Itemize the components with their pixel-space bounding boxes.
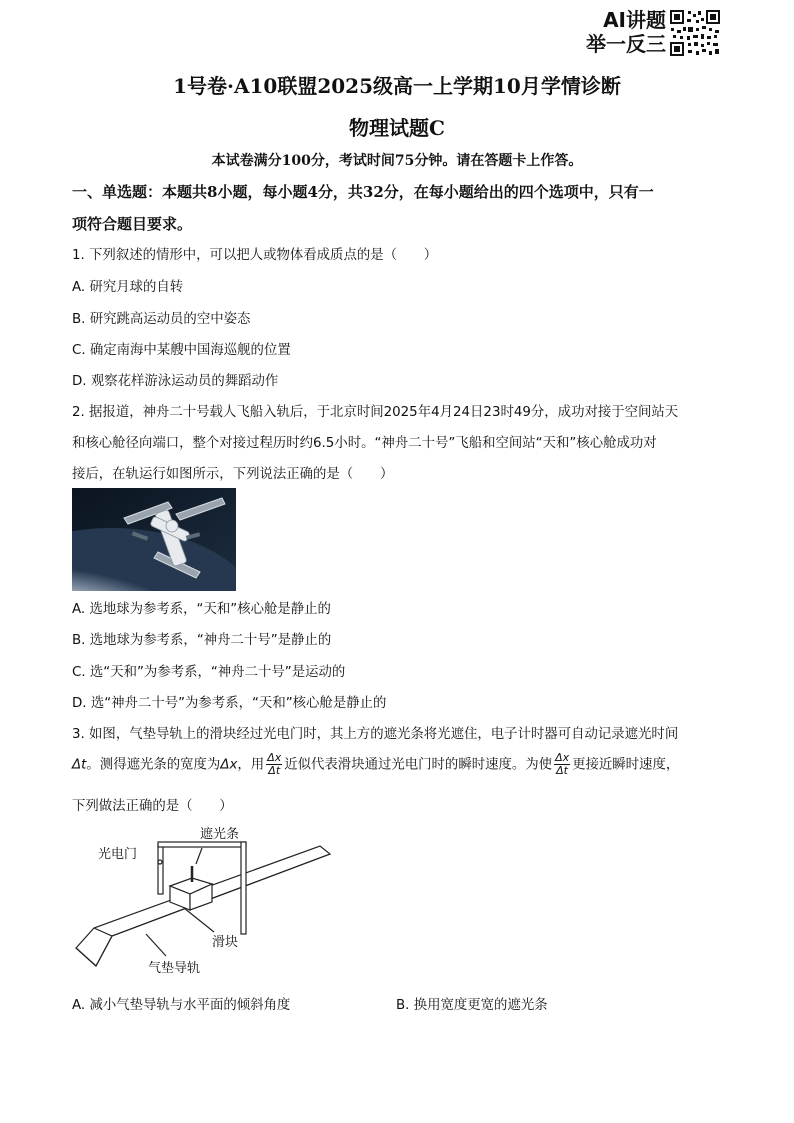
- q3-option-b: B. 换用宽度更宽的遮光条: [396, 998, 548, 1013]
- q3-fraction-2-num: Δx: [555, 751, 570, 764]
- exam-title: 1号卷·A10联盟2025级高一上学期10月学情诊断: [173, 74, 621, 98]
- exam-info: 本试卷满分100分，考试时间75分钟。请在答题卡上作答。: [211, 153, 583, 169]
- q3-fraction-2: [554, 752, 570, 777]
- q2-stem-line2: 和核心舱径向端口，整个对接过程历时约6.5小时。“神舟二十号”飞船和空间站“天和”核心舱成功对: [72, 436, 657, 451]
- q3-fraction-1: [266, 752, 282, 777]
- q3-text-d: ，用: [237, 757, 265, 773]
- diagram-label-track: 气垫导轨: [148, 961, 201, 976]
- section-heading-line1: 一、单选题：本题共8小题，每小题4分，共32分，在每小题给出的四个选项中，只有一: [72, 183, 654, 201]
- badge-line1: AI讲题: [603, 8, 666, 32]
- q3-stem-line2: [72, 752, 679, 777]
- air-track-diagram: [72, 824, 332, 984]
- q3-text-e: 近似代表滑块通过光电门时的瞬时速度。为使: [284, 757, 553, 773]
- q3-fraction-1-den: Δt: [268, 764, 281, 777]
- exam-subject: 物理试题C: [349, 116, 445, 140]
- q2-stem-line3: 接后，在轨运行如图所示，下列说法正确的是（ ）: [72, 467, 394, 482]
- q3-delta-x: Δx: [220, 757, 238, 773]
- q1-stem: 1. 下列叙述的情形中，可以把人或物体看成质点的是（ ）: [72, 248, 438, 263]
- q3-fraction-2-den: Δt: [556, 764, 568, 777]
- q3-stem-line3: 下列做法正确的是（ ）: [72, 799, 233, 814]
- space-station-photo: [72, 488, 236, 591]
- q2-option-c: C. 选“天和”为参考系，“神舟二十号”是运动的: [72, 665, 346, 680]
- q1-option-d: D. 观察花样游泳运动员的舞蹈动作: [72, 374, 279, 389]
- q1-option-c: C. 确定南海中某艘中国海巡舰的位置: [72, 343, 291, 358]
- q2-option-a: A. 选地球为参考系，“天和”核心舱是静止的: [72, 602, 331, 617]
- diagram-label-slider: 滑块: [212, 935, 239, 950]
- q3-text-f: 更接近瞬时速度，: [572, 757, 680, 773]
- badge-line2: 举一反三: [586, 32, 666, 56]
- diagram-label-shutter: 遮光条: [200, 827, 240, 842]
- q3-delta-t: Δt: [72, 757, 87, 773]
- section-heading: [72, 176, 722, 240]
- section-heading-line2: 项符合题目要求。: [72, 215, 193, 233]
- q3-stem-line1: 3. 如图，气垫导轨上的滑块经过光电门时，其上方的遮光条将光遮住，电子计时器可自动记录遮光时间: [72, 727, 679, 742]
- q3-text-b: 。测得遮光条的宽度为: [86, 757, 221, 773]
- q2-option-d: D. 选“神舟二十号”为参考系，“天和”核心舱是静止的: [72, 696, 387, 711]
- qr-code-icon[interactable]: [668, 8, 722, 58]
- q2-stem-line1: 2. 据报道，神舟二十号载人飞船入轨后，于北京时间2025年4月24日23时49分，成功对接于空间站天: [72, 405, 679, 420]
- ai-badge[interactable]: [578, 8, 666, 56]
- q3-option-a: A. 减小气垫导轨与水平面的倾斜角度: [72, 998, 291, 1013]
- q1-option-a: A. 研究月球的自转: [72, 280, 184, 295]
- diagram-label-gate: 光电门: [98, 847, 138, 862]
- q3-fraction-1-num: Δx: [267, 751, 282, 764]
- q1-option-b: B. 研究跳高运动员的空中姿态: [72, 312, 251, 327]
- q2-option-b: B. 选地球为参考系，“神舟二十号”是静止的: [72, 633, 332, 648]
